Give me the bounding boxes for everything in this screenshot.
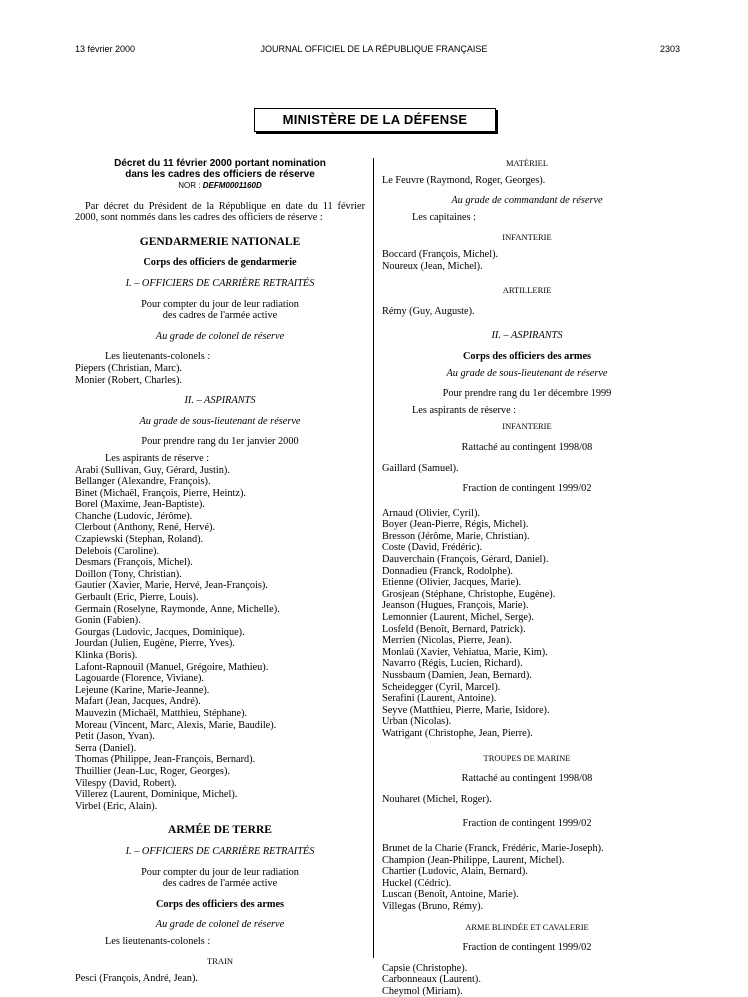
name-entry: Etienne (Olivier, Jacques, Marie). [382,577,522,589]
decree-title-line1: Décret du 11 février 2000 portant nomination [114,158,326,169]
armee-subsection-officiers: I. – OFFICIERS DE CARRIÈRE RETRAITÉS [125,845,315,857]
header-date: 13 février 2000 [75,44,136,54]
gend-radiation-line1: Pour compter du jour de leur radiation [141,298,299,310]
decree-title-line2: dans les cadres des officiers de réserve [125,169,315,180]
column-divider [373,158,374,958]
name-entry: Bresson (Jérôme, Marie, Christian). [382,530,530,542]
name-entry: Jourdan (Julien, Eugène, Pierre, Yves). [75,638,235,650]
left-column [75,158,365,985]
branch-train: TRAIN [207,956,233,967]
name-entry: Gaillard (Samuel). [382,462,459,474]
name-entry: Doillon (Tony, Christian). [75,568,182,580]
name-entry: Czapiewski (Stephan, Roland). [75,534,204,546]
name-entry: Klinka (Boris). [75,650,138,661]
armee-radiation-line1: Pour compter du jour de leur radiation [141,866,299,878]
branch-infanterie-2: INFANTERIE [502,421,552,432]
rattache-1-names [382,463,672,475]
name-entry: Villegas (Bruno, Rémy). [382,900,484,912]
nor-value: DEFM0001160D [202,181,262,190]
right-grade-sous-lieutenant: Au grade de sous-lieutenant de réserve [446,367,608,379]
branch-troupes-de-marine: TROUPES DE MARINE [483,752,571,763]
name-entry: Gourgas (Ludovic, Jacques, Dominique). [75,626,245,638]
name-entry: Chanche (Ludovic, Jérôme). [75,510,193,522]
gend-aspirant-names [75,465,365,813]
right-column [382,158,672,997]
name-entry: Losfeld (Benoît, Bernard, Patrick). [382,623,526,635]
name-entry: Lejeune (Karine, Marie-Jeanne). [75,684,210,696]
name-entry: Huckel (Cédric). [382,877,452,889]
section-gendarmerie: GENDARMERIE NATIONALE [139,235,301,248]
capitaines-intro: Les capitaines : [412,211,477,223]
right-rank-date: Pour prendre rang du 1er décembre 1999 [442,388,612,400]
gend-rank-date: Pour prendre rang du 1er janvier 2000 [141,436,299,448]
header-page-number: 2303 [659,44,680,54]
name-entry: Jeanson (Hugues, François, Marie). [382,600,529,612]
name-entry: Gerbault (Eric, Pierre, Louis). [75,592,199,604]
name-entry: Bellanger (Alexandre, François). [75,476,211,488]
name-entry: Gonin (Fabien). [75,615,141,627]
rattache-2-names [382,794,672,806]
name-entry: Villerez (Laurent, Dominique, Michel). [75,789,238,801]
gend-subsection-officiers: I. – OFFICIERS DE CARRIÈRE RETRAITÉS [125,277,315,289]
name-entry: Champion (Jean-Philippe, Laurent, Michel). [382,854,565,866]
name-entry: Petit (Jason, Yvan). [75,731,155,743]
nor-reference [75,180,365,192]
name-entry: Urban (Nicolas). [382,716,452,728]
rattache-contingent-2: Rattaché au contingent 1998/08 [461,773,593,785]
name-entry: Borel (Maxime, Jean-Baptiste). [75,499,205,511]
fraction-1-names [382,508,672,740]
name-entry: Arabi (Sullivan, Guy, Gérard, Justin). [75,464,230,476]
fraction-contingent-3: Fraction de contingent 1999/02 [462,942,592,954]
name-entry: Carbonneaux (Laurent). [382,974,481,986]
materiel-names [382,175,672,187]
armee-radiation-line2: des cadres de l'armée active [162,878,278,890]
armee-lieutenants-intro: Les lieutenants-colonels : [105,935,211,947]
name-entry: Lafont-Rapnouil (Manuel, Grégoire, Mathieu). [75,661,269,673]
ministry-title-box: MINISTÈRE DE LA DÉFENSE [254,108,496,132]
name-entry: Moreau (Vincent, Marc, Alexis, Marie, Baudile). [75,719,277,731]
branch-materiel: MATÉRIEL [505,158,549,168]
name-entry: Navarro (Régis, Lucien, Richard). [382,658,523,670]
name-entry: Serafini (Laurent, Antoine). [382,693,497,705]
gend-subsection-aspirants: II. – ASPIRANTS [184,395,256,407]
name-entry: Gautier (Xavier, Marie, Hervé, Jean-François). [75,580,268,592]
fraction-3-names [382,963,672,997]
train-names [75,973,365,985]
name-entry: Luscan (Benoît, Antoine, Marie). [382,889,519,901]
name-entry: Lagouarde (Florence, Viviane). [75,673,204,685]
right-subsection-aspirants: II. – ASPIRANTS [491,330,563,342]
name-entry: Noureux (Jean, Michel). [382,260,483,272]
name-entry: Rémy (Guy, Auguste). [382,305,475,317]
name-entry: Thomas (Philippe, Jean-François, Bernard). [75,754,256,766]
gend-grade-colonel: Au grade de colonel de réserve [155,330,285,342]
name-entry: Nussbaum (Damien, Jean, Bernard). [382,670,532,681]
name-entry: Grosjean (Stéphane, Christophe, Eugène). [382,588,556,600]
name-entry: Vilespy (David, Robert). [75,777,177,789]
name-entry: Arnaud (Olivier, Cyril). [382,507,480,519]
armee-grade-colonel: Au grade de colonel de réserve [155,919,285,931]
name-entry: Clerbout (Anthony, René, Hervé). [75,522,216,534]
name-entry: Germain (Roselyne, Raymonde, Anne, Michelle). [75,603,280,615]
name-entry: Boyer (Jean-Pierre, Régis, Michel). [382,519,529,531]
name-entry: Piepers (Christian, Marc). [75,362,182,374]
name-entry: Mafart (Jean, Jacques, André). [75,696,201,708]
branch-artillerie: ARTILLERIE [502,285,552,296]
name-entry: Seyve (Matthieu, Pierre, Marie, Isidore). [382,704,550,716]
name-entry: Mauvezin (Michaël, Matthieu, Stéphane). [75,707,248,719]
name-entry: Monlaü (Xavier, Vehiatua, Marie, Kim). [382,646,548,658]
fraction-contingent-2: Fraction de contingent 1999/02 [462,818,592,830]
name-entry: Delebois (Caroline). [75,545,160,557]
name-entry: Lemonnier (Laurent, Michel, Serge). [382,612,534,624]
name-entry: Donnadieu (Franck, Rodolphe). [382,565,513,577]
gend-radiation-line2: des cadres de l'armée active [162,310,278,322]
name-entry: Le Feuvre (Raymond, Roger, Georges). [382,174,546,186]
name-entry: Binet (Michaël, François, Pierre, Heintz). [75,487,246,499]
header-journal-title: JOURNAL OFFICIEL DE LA RÉPUBLIQUE FRANÇAISE [260,44,488,54]
nor-label: NOR : [178,181,201,190]
gend-grade-sous-lieutenant: Au grade de sous-lieutenant de réserve [139,415,301,427]
rattache-contingent-1: Rattaché au contingent 1998/08 [461,441,593,453]
infanterie-1-names [382,249,672,272]
branch-infanterie-1: INFANTERIE [502,232,552,243]
name-entry: Monier (Robert, Charles). [75,374,182,386]
name-entry: Coste (David, Frédéric). [382,542,483,554]
name-entry: Brunet de la Charie (Franck, Frédéric, Marie-Joseph). [382,842,604,854]
name-entry: Nouharet (Michel, Roger). [382,793,492,805]
decree-intro: Par décret du Président de la République en date du 11 février 2000, sont nommés dans les cadres des officiers de réserve : [75,200,365,224]
fraction-contingent-1: Fraction de contingent 1999/02 [462,483,592,495]
name-entry: Merrien (Nicolas, Pierre, Jean). [382,635,512,647]
section-armee-de-terre: ARMÉE DE TERRE [168,824,272,837]
name-entry: Chartier (Ludovic, Alain, Bernard). [382,866,528,878]
gendarmerie-corps: Corps des officiers de gendarmerie [143,257,297,269]
fraction-2-names [382,843,672,913]
name-entry: Virbel (Eric, Alain). [75,800,158,812]
name-entry: Capsie (Christophe). [382,962,468,974]
gend-lieutenants-intro: Les lieutenants-colonels : [105,351,211,363]
grade-commandant: Au grade de commandant de réserve [451,195,603,207]
gend-aspirants-intro: Les aspirants de réserve : [105,452,210,464]
name-entry: Boccard (François, Michel). [382,248,499,260]
right-corps-armes: Corps des officiers des armes [462,350,592,362]
gend-colonel-names [75,363,365,386]
branch-arme-blindee-cavalerie: ARME BLINDÉE ET CAVALERIE [465,921,589,932]
name-entry: Desmars (François, Michel). [75,557,193,569]
name-entry: Thuillier (Jean-Luc, Roger, Georges). [75,765,230,777]
right-aspirants-intro: Les aspirants de réserve : [412,404,517,416]
name-entry: Cheymol (Miriam). [382,985,463,997]
name-entry: Pesci (François, André, Jean). [75,973,198,985]
name-entry: Scheidegger (Cyril, Marcel). [382,681,501,693]
name-entry: Watrigant (Christophe, Jean, Pierre). [382,727,533,739]
name-entry: Dauverchain (François, Gérard, Daniel). [382,554,549,566]
name-entry: Serra (Daniel). [75,742,137,754]
armee-corps: Corps des officiers des armes [155,898,285,910]
artillerie-names [382,306,672,318]
